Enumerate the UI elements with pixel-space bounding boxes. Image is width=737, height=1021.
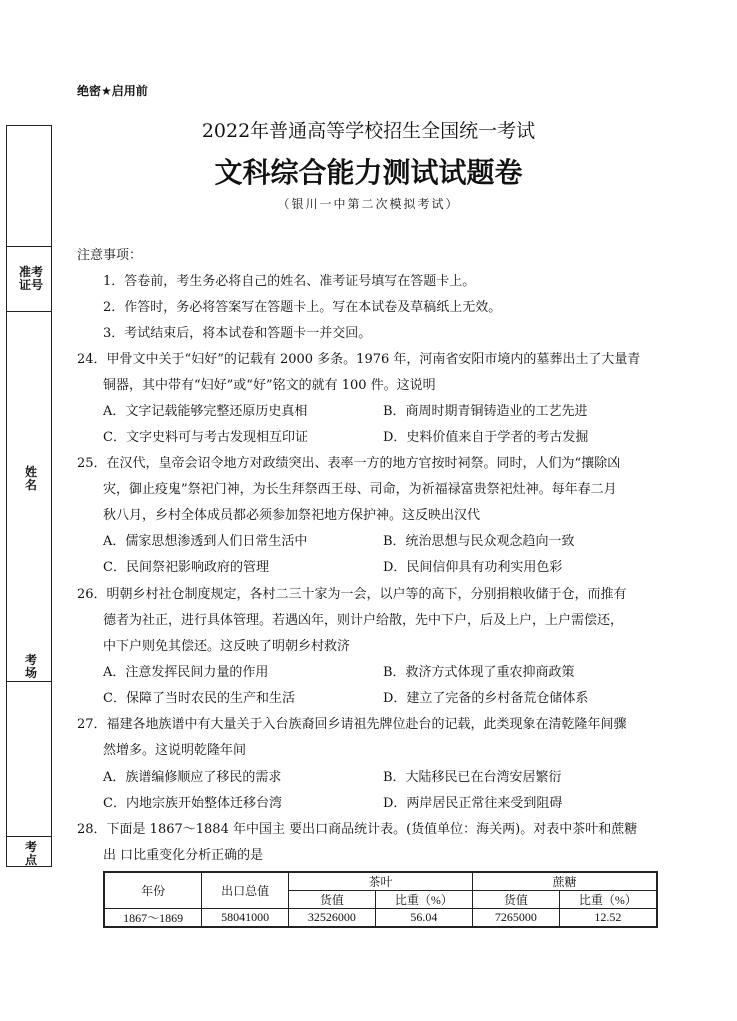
header-tea-ratio: 比重（%） xyxy=(375,891,472,909)
q27-option-d[interactable]: D．两岸居民正常往来受到阻碍 xyxy=(383,796,563,811)
question-25-text: 灾，御止疫鬼”祭祀门神，为长生拜祭西王母、司命，为祈福禄富贵祭祀灶神。每年春二月 xyxy=(103,482,617,497)
binding-strip xyxy=(6,125,52,867)
q24-option-a[interactable]: A．文字记载能够完整还原历史真相 xyxy=(103,404,308,419)
q27-option-b[interactable]: B．大陆移民已在台湾安居繁衍 xyxy=(383,770,562,785)
header-tea: 茶叶 xyxy=(288,872,472,891)
q24-option-c[interactable]: C．文字史料可与考古发现相互印证 xyxy=(103,430,308,445)
strip-divider xyxy=(7,681,51,682)
q25-option-a[interactable]: A．儒家思想渗透到人们日常生活中 xyxy=(103,534,308,549)
q25-option-d[interactable]: D．民间信仰具有功利实用色彩 xyxy=(383,560,563,575)
question-26-text: 26．明朝乡村社仓制度规定，各村二三十家为一会，以户等的高下，分别捐粮收储于仓，而推有 xyxy=(77,587,627,602)
table-row xyxy=(104,909,657,928)
notice-heading: 注意事项： xyxy=(77,248,143,263)
header-total: 出口总值 xyxy=(202,872,289,909)
q24-option-d[interactable]: D．史料价值来自于学者的考古发掘 xyxy=(383,430,589,445)
strip-divider xyxy=(7,246,51,247)
cell-total: 58041000 xyxy=(202,909,289,928)
question-24-text: 铜器，其中带有“妇好”或“好”铭文的就有 100 件。这说明 xyxy=(103,378,436,393)
export-statistics-table xyxy=(103,871,658,928)
exam-title: 2022年普通高等学校招生全国统一考试 xyxy=(201,120,536,142)
paper-title: 文科综合能力测试试题卷 xyxy=(214,156,523,189)
cell-year: 1867～1869 xyxy=(104,909,202,928)
header-year: 年份 xyxy=(104,872,202,909)
q27-option-a[interactable]: A．族谱编修顺应了移民的需求 xyxy=(103,770,282,785)
header-sugar-ratio: 比重（%） xyxy=(559,891,657,909)
field-exam-room-label: 考 场 xyxy=(24,653,37,680)
header-tea-value: 货值 xyxy=(288,891,375,909)
q24-option-b[interactable]: B．商周时期青铜铸造业的工艺先进 xyxy=(383,404,588,419)
notice-item: 1．答卷前，考生务必将自己的姓名、准考证号填写在答题卡上。 xyxy=(103,274,476,289)
question-28-text: 28．下面是 1867～1884 年中国主 要出口商品统计表。(货值单位：海关两)。对表中茶叶和蔗糖 xyxy=(77,822,638,837)
cell-sugar-value: 7265000 xyxy=(472,909,559,928)
q27-option-c[interactable]: C．内地宗族开始整体迁移台湾 xyxy=(103,796,282,811)
header-sugar: 蔗糖 xyxy=(472,872,657,891)
q25-option-b[interactable]: B．统治思想与民众观念趋向一致 xyxy=(383,534,575,549)
cell-sugar-ratio: 12.52 xyxy=(559,909,657,928)
confidential-mark: 绝密★启用前 xyxy=(77,84,148,98)
question-25-text: 25．在汉代，皇帝会诏令地方对政绩突出、表率一方的地方官按时祠祭。同时，人们为“攘除凶 xyxy=(77,456,621,471)
q25-option-c[interactable]: C．民间祭祀影响政府的管理 xyxy=(103,560,269,575)
question-26-text: 德者为社正，进行具体管理。若遇凶年，则计户给散，先中下户，后及上户，上户需偿还， xyxy=(103,613,624,628)
question-26-text: 中下户则免其偿还。这反映了明朝乡村救济 xyxy=(103,639,351,654)
question-25-text: 秋八月，乡村全体成员都必须参加祭祀地方保护神。这反映出汉代 xyxy=(103,508,481,523)
strip-divider xyxy=(7,836,51,837)
question-24-text: 24．甲骨文中关于“妇好”的记载有 2000 多条。1976 年，河南省安阳市境内的墓葬出土了大量青 xyxy=(77,352,641,367)
field-name-label: 姓 名 xyxy=(24,465,37,492)
q26-option-b[interactable]: B．救济方式体现了重农抑商政策 xyxy=(383,665,575,680)
notice-item: 2．作答时，务必将答案写在答题卡上。写在本试卷及草稿纸上无效。 xyxy=(103,300,502,315)
table-header-row xyxy=(104,872,657,891)
question-27-text: 27．福建各地族谱中有大量关于入台族裔回乡请祖先牌位赴台的记载，此类现象在清乾隆年间骤 xyxy=(77,717,627,732)
field-exam-number-label: 准考 证号 xyxy=(18,265,43,292)
cell-tea-value: 32526000 xyxy=(288,909,375,928)
question-27-text: 然增多。这说明乾隆年间 xyxy=(103,743,247,758)
header-sugar-value: 货值 xyxy=(472,891,559,909)
notice-item: 3．考试结束后，将本试卷和答题卡一并交回。 xyxy=(103,326,372,341)
q26-option-a[interactable]: A．注意发挥民间力量的作用 xyxy=(103,665,269,680)
q26-option-c[interactable]: C．保障了当时农民的生产和生活 xyxy=(103,691,295,706)
question-28-text: 出 口比重变化分析正确的是 xyxy=(103,848,264,863)
field-exam-site-label: 考 点 xyxy=(24,840,37,867)
exam-note: （银川一中第二次模拟考试） xyxy=(277,197,460,211)
strip-divider xyxy=(7,311,51,312)
cell-tea-ratio: 56.04 xyxy=(375,909,472,928)
q26-option-d[interactable]: D．建立了完备的乡村备荒仓储体系 xyxy=(383,691,589,706)
